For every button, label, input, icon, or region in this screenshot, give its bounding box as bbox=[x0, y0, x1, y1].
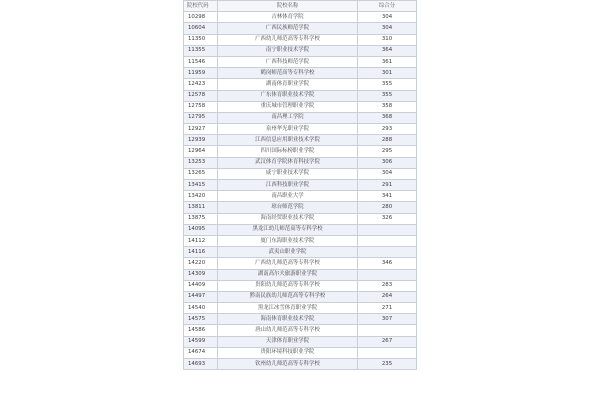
table-row bbox=[184, 168, 417, 179]
table-row bbox=[184, 34, 417, 45]
school-name-cell: 咸宁职业技术学院 bbox=[218, 168, 358, 179]
table-row bbox=[184, 235, 417, 246]
school-name-cell: 南昌职业大学 bbox=[218, 191, 358, 202]
school-name-cell: 广西科技师范学院 bbox=[218, 56, 358, 67]
school-code-cell: 13253 bbox=[184, 157, 218, 168]
table-row bbox=[184, 157, 417, 168]
school-name-cell: 武夷山职业学院 bbox=[218, 247, 358, 258]
school-code-cell: 11546 bbox=[184, 56, 218, 67]
school-code-cell: 14693 bbox=[184, 359, 218, 370]
school-code-cell: 12927 bbox=[184, 124, 218, 135]
composite-score-cell: 355 bbox=[358, 79, 417, 90]
school-name-cell: 广西幼儿师范高等专科学校 bbox=[218, 258, 358, 269]
school-name-cell: 黑龙江幼儿师范高等专科学校 bbox=[218, 224, 358, 235]
school-code-cell: 14309 bbox=[184, 269, 218, 280]
composite-score-cell: 264 bbox=[358, 291, 417, 302]
school-code-cell: 14409 bbox=[184, 280, 218, 291]
composite-score-cell: 293 bbox=[358, 124, 417, 135]
school-name-cell: 湖南体育职业学院 bbox=[218, 79, 358, 90]
school-code-cell: 14599 bbox=[184, 336, 218, 347]
school-code-cell: 13420 bbox=[184, 191, 218, 202]
school-name-cell: 广西民族师范学院 bbox=[218, 23, 358, 34]
school-name-cell: 海南经贸职业技术学院 bbox=[218, 213, 358, 224]
composite-score-cell: 307 bbox=[358, 314, 417, 325]
table-row bbox=[184, 135, 417, 146]
table-row bbox=[184, 347, 417, 358]
composite-score-cell: 341 bbox=[358, 191, 417, 202]
school-code-cell: 14586 bbox=[184, 325, 218, 336]
table-row bbox=[184, 247, 417, 258]
school-code-cell: 14095 bbox=[184, 224, 218, 235]
school-code-cell: 14575 bbox=[184, 314, 218, 325]
table-row bbox=[184, 325, 417, 336]
school-code-cell: 10604 bbox=[184, 23, 218, 34]
school-code-cell: 14674 bbox=[184, 347, 218, 358]
school-code-cell: 12939 bbox=[184, 135, 218, 146]
table-row bbox=[184, 45, 417, 56]
school-name-cell: 泉州华光职业学院 bbox=[218, 124, 358, 135]
school-code-cell: 13265 bbox=[184, 168, 218, 179]
school-name-cell: 江西科技职业学院 bbox=[218, 180, 358, 191]
column-header-name: 院校名称 bbox=[218, 1, 358, 12]
table-row bbox=[184, 90, 417, 101]
composite-score-cell: 301 bbox=[358, 68, 417, 79]
table-row bbox=[184, 68, 417, 79]
school-name-cell: 琼台师范学院 bbox=[218, 202, 358, 213]
table-row bbox=[184, 224, 417, 235]
composite-score-cell: 358 bbox=[358, 101, 417, 112]
school-code-cell: 14112 bbox=[184, 235, 218, 246]
school-code-cell: 11355 bbox=[184, 45, 218, 56]
school-name-cell: 天津体育职业学院 bbox=[218, 336, 358, 347]
table-row bbox=[184, 258, 417, 269]
table-row bbox=[184, 23, 417, 34]
composite-score-cell: 304 bbox=[358, 168, 417, 179]
school-name-cell: 鹤岗师范高等专科学校 bbox=[218, 68, 358, 79]
school-code-cell: 11959 bbox=[184, 68, 218, 79]
composite-score-cell bbox=[358, 247, 417, 258]
composite-score-cell: 304 bbox=[358, 23, 417, 34]
column-header-score: 综合分 bbox=[358, 1, 417, 12]
school-name-cell: 黑龙江冰雪体育职业学院 bbox=[218, 303, 358, 314]
table-row bbox=[184, 124, 417, 135]
school-code-cell: 13875 bbox=[184, 213, 218, 224]
composite-score-cell: 295 bbox=[358, 146, 417, 157]
school-code-cell: 10298 bbox=[184, 12, 218, 23]
school-name-cell: 广东体育职业技术学院 bbox=[218, 90, 358, 101]
school-name-cell: 江西信息应用职业技术学院 bbox=[218, 135, 358, 146]
column-header-code: 院校代码 bbox=[184, 1, 218, 12]
table-row bbox=[184, 359, 417, 370]
table-row bbox=[184, 12, 417, 23]
admission-score-table bbox=[183, 0, 417, 370]
composite-score-cell bbox=[358, 235, 417, 246]
school-name-cell: 广西幼儿师范高等专科学校 bbox=[218, 34, 358, 45]
school-code-cell: 14220 bbox=[184, 258, 218, 269]
table-row bbox=[184, 202, 417, 213]
composite-score-cell: 368 bbox=[358, 112, 417, 123]
composite-score-cell bbox=[358, 347, 417, 358]
composite-score-cell: 355 bbox=[358, 90, 417, 101]
school-code-cell: 11350 bbox=[184, 34, 218, 45]
school-name-cell: 南宁职业技术学院 bbox=[218, 45, 358, 56]
school-code-cell: 14540 bbox=[184, 303, 218, 314]
school-code-cell: 12578 bbox=[184, 90, 218, 101]
composite-score-cell: 271 bbox=[358, 303, 417, 314]
school-code-cell: 13415 bbox=[184, 180, 218, 191]
table-row bbox=[184, 180, 417, 191]
school-name-cell: 武汉体育学院体育科技学院 bbox=[218, 157, 358, 168]
composite-score-cell: 361 bbox=[358, 56, 417, 67]
school-code-cell: 14116 bbox=[184, 247, 218, 258]
table-row bbox=[184, 56, 417, 67]
composite-score-cell bbox=[358, 224, 417, 235]
composite-score-cell: 235 bbox=[358, 359, 417, 370]
school-name-cell: 黔南民族幼儿师范高等专科学校 bbox=[218, 291, 358, 302]
school-code-cell: 12964 bbox=[184, 146, 218, 157]
school-name-cell: 吉林体育学院 bbox=[218, 12, 358, 23]
table-row bbox=[184, 79, 417, 90]
school-code-cell: 14497 bbox=[184, 291, 218, 302]
composite-score-cell: 283 bbox=[358, 280, 417, 291]
table-row bbox=[184, 291, 417, 302]
table-row bbox=[184, 314, 417, 325]
table-row bbox=[184, 146, 417, 157]
table-row bbox=[184, 280, 417, 291]
composite-score-cell: 326 bbox=[358, 213, 417, 224]
composite-score-cell: 364 bbox=[358, 45, 417, 56]
composite-score-cell: 306 bbox=[358, 157, 417, 168]
school-name-cell: 唐山幼儿师范高等专科学校 bbox=[218, 325, 358, 336]
school-name-cell: 湖南高尔夫旅游职业学院 bbox=[218, 269, 358, 280]
table-row bbox=[184, 112, 417, 123]
school-name-cell: 贵阳环境科技职业学院 bbox=[218, 347, 358, 358]
composite-score-cell: 304 bbox=[358, 12, 417, 23]
composite-score-cell bbox=[358, 325, 417, 336]
composite-score-cell: 267 bbox=[358, 336, 417, 347]
table-row bbox=[184, 101, 417, 112]
table-row bbox=[184, 213, 417, 224]
composite-score-cell: 280 bbox=[358, 202, 417, 213]
school-name-cell: 厦门东海职业技术学院 bbox=[218, 235, 358, 246]
school-name-cell: 海南体育职业技术学院 bbox=[218, 314, 358, 325]
school-name-cell: 贵阳幼儿师范高等专科学校 bbox=[218, 280, 358, 291]
table-row bbox=[184, 191, 417, 202]
table-body bbox=[184, 12, 417, 370]
school-name-cell: 钦州幼儿师范高等专科学校 bbox=[218, 359, 358, 370]
school-name-cell: 重庆城市管理职业学院 bbox=[218, 101, 358, 112]
school-name-cell: 南昌理工学院 bbox=[218, 112, 358, 123]
table-row bbox=[184, 303, 417, 314]
composite-score-cell: 310 bbox=[358, 34, 417, 45]
school-code-cell: 12758 bbox=[184, 101, 218, 112]
composite-score-cell: 288 bbox=[358, 135, 417, 146]
school-code-cell: 12423 bbox=[184, 79, 218, 90]
table-header-row bbox=[184, 1, 417, 12]
table-row bbox=[184, 269, 417, 280]
composite-score-cell: 346 bbox=[358, 258, 417, 269]
school-name-cell: 四川国际标榜职业学院 bbox=[218, 146, 358, 157]
school-code-cell: 13811 bbox=[184, 202, 218, 213]
school-code-cell: 12795 bbox=[184, 112, 218, 123]
composite-score-cell bbox=[358, 269, 417, 280]
composite-score-cell: 291 bbox=[358, 180, 417, 191]
table-row bbox=[184, 336, 417, 347]
